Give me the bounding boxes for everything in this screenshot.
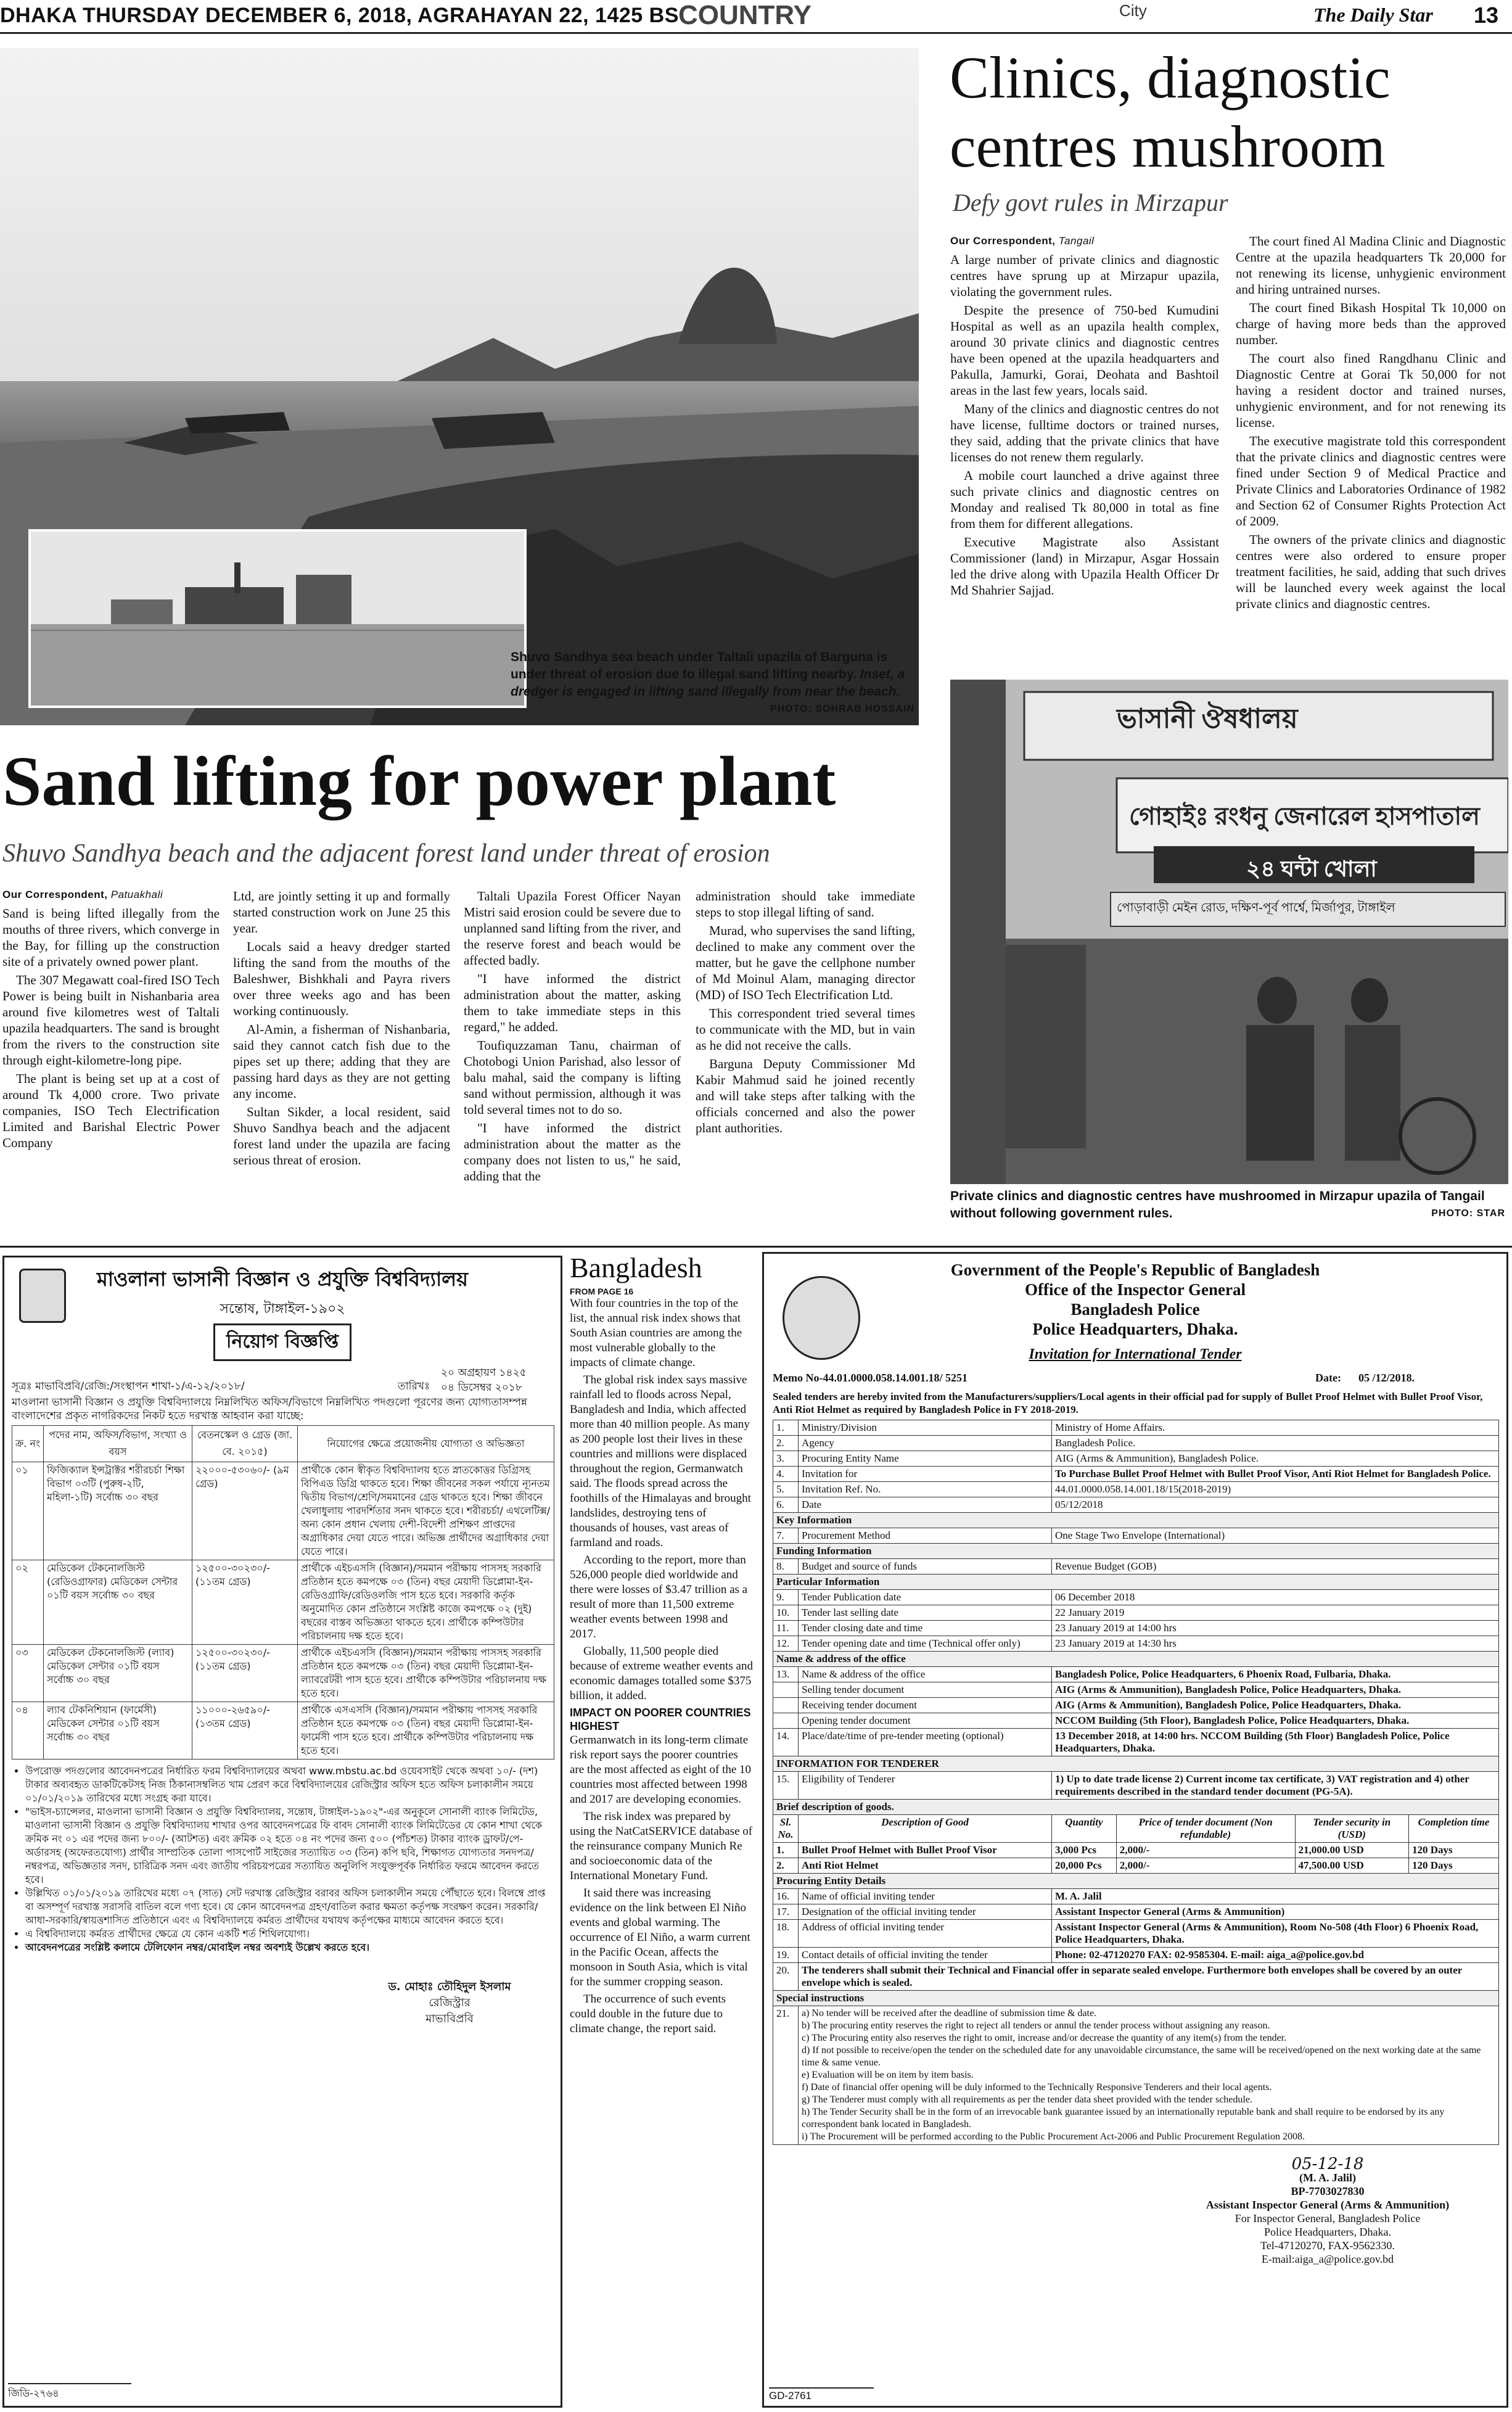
tender-row-n: 13. [773,1667,799,1682]
table-row [773,1528,1499,1544]
table-section [773,1874,1499,1889]
bn-intro: মাওলানা ভাসানী বিজ্ঞান ও প্রযুক্তি বিশ্ববিদ্যালয়ে নিম্নলিখিত অফিস/বিভাগে নিম্নলিখিত পদগুলো পূরণের জন্য যোগ্যতাসম্পন্ন বাংলাদেশের প্রকৃত নাগরিকদের নিকট হতে দরখাস্ত আহবান করা যাচ্ছে: [12,1396,527,1422]
goods-n: 1. [773,1843,799,1858]
table-row [12,1560,554,1645]
university-logo [19,1269,66,1323]
sand-col-3 [464,888,681,1187]
table-row [773,1889,1499,1904]
tender-signature [1167,2157,1488,2266]
beach-caption-text: Shuvo Sandhya sea beach under Taltali upazila of Barguna is under threat of erosion due to illegal sand lifting nearby. [511,650,888,681]
tender-row-v: 05/12/2018 [1052,1497,1499,1513]
clinic-p5: Executive Magistrate also Assistant Commissioner (land) in Mirzapur, Asgar Hossain led the drive along with Upazila Health Officer Dr Md Shahrier Sajjad. [950,535,1219,598]
tender-row-k: Name of official inviting tender [799,1889,1052,1904]
bd-body [570,1296,754,2036]
bangladesh-story [570,1252,754,2039]
tender-row-v: AIG (Arms & Ammunition), Bangladesh Police, Police Headquarters, Dhaka. [1052,1698,1499,1713]
clinic-p3: Many of the clinics and diagnostic centres do not have license, fulltime doctors or trained nurses, they said, adding that the private clinics that have licenses do not renew them regularly. [950,401,1219,464]
bn-row-qual: প্রার্থীকে এইচএসসি (বিজ্ঞান)/সমমান পরীক্ষায় পাসসহ সরকারি প্রতিষ্ঠান হতে কমপক্ষে ০৩ (তিন) বছর মেয়াদী ডিপ্লোমা-ইন-ল্যাবরেটরী পাস হতে হবে। প্রার্থীকে কম্পিউটার পরিচালনায় দক্ষ হতে হবে। [298,1645,554,1702]
goods-h-price: Price of tender document (Non refundable) [1116,1815,1295,1843]
table-section [773,1756,1499,1772]
tender-row-k: Eligibility of Tenderer [799,1772,1052,1800]
dredger-inset-photo [28,529,527,708]
sand-byline-text: Our Correspondent, [2,889,108,900]
table-row [773,1698,1499,1713]
tender-sec-goods: Brief description of goods. [773,1800,1499,1815]
list-item: f) Date of financial offer opening will be duly informed to the Technically Responsive Tenderers and their local agents. [802,2082,1272,2093]
goods-time: 120 Days [1409,1843,1499,1858]
list-item: b) The procuring entity reserves the right to reject all tenders or annul the tender process without assigning any reason. [802,2020,1270,2031]
clinic-p8: The court also fined Rangdhanu Clinic and Diagnostic Centre at Gorai Tk 50,000 for not having a resident doctor and trained nurses, unhygienic environment, and for not renewing its license. [1236,351,1506,430]
tender-row-v: Phone: 02-47120270 FAX: 02-9585304. E-mail: aiga_a@police.gov.bd [1052,1948,1499,1963]
bd-p4: Globally, 11,500 people died because of extreme weather events and economic damages totalled some $375 billion, it added. [570,1645,753,1702]
goods-h-qty: Quantity [1052,1815,1117,1843]
tender-sign-t1: Assistant Inspector General (Arms & Ammunition) [1206,2199,1450,2211]
tender-row-n [773,1713,799,1729]
sand-p10: Toufiquzzaman Tanu, chairman of Chotobogi Union Parishad, also lessor of balu mahal, said the company is lifting sand without permission, although it was told several times not to do so. [464,1038,681,1117]
tender-row-v: 1) Up to date trade license 2) Current income tax certificate, 3) VAT registration and 4) other requirements described in the standard tender document (PG-5A). [1052,1772,1499,1800]
tender-row-n: 16. [773,1889,799,1904]
list-item: g) The Tenderer must comply with all requirements as per the tender data sheet provided with the tender schedule. [802,2094,1252,2105]
dateline: DHAKA THURSDAY DECEMBER 6, 2018, AGRAHAYAN 22, 1425 BS [0,4,679,27]
clinic-photo-credit: PHOTO: STAR [1431,1208,1505,1219]
sand-p12: administration should take immediate steps to stop illegal lifting of sand. [696,889,915,920]
table-section [773,1800,1499,1815]
tender-row-k: Invitation for [799,1467,1052,1482]
sand-p4: Ltd, are jointly setting it up and formally started construction work on June 25 this year. [233,889,450,936]
table-row [773,1621,1499,1636]
clinic-caption-text: Private clinics and diagnostic centres have mushroomed in Mirzapur upazila of Tangail without following government rules. [950,1189,1485,1220]
tender-row-k: Place/date/time of pre-tender meeting (optional) [799,1729,1052,1756]
bn-date1: ২০ অগ্রহায়ণ ১৪২৫ [441,1367,527,1379]
goods-time: 120 Days [1409,1858,1499,1874]
list-item: a) No tender will be received after the deadline of submission time & date. [802,2008,1097,2019]
bd-p8: The occurrence of such events could double in the future due to climate change, the report said. [570,1993,726,2035]
tender-row-v: Bangladesh Police, Police Headquarters, 6 Phoenix Road, Fulbaria, Dhaka. [1052,1667,1499,1682]
clinic-photo [950,680,1508,1184]
tender-sec-funding: Funding Information [773,1544,1499,1559]
tender-row-n: 15. [773,1772,799,1800]
clinic-p7: The court fined Bikash Hospital Tk 10,000 on charge of having more beds than the approved number. [1236,300,1506,347]
bn-university: মাওলানা ভাসানী বিজ্ঞান ও প্রযুক্তি বিশ্ববিদ্যালয় [97,1267,468,1291]
page-masthead [0,0,1512,32]
table-row [773,1772,1499,1800]
list-item: e) Evaluation will be on item by item basis. [802,2070,974,2080]
clinic-photo-art [950,680,1508,1184]
bd-p3: According to the report, more than 526,000 people died worldwide and there were losses of $3.47 trillion as a result of more than 11,500 extreme weather events between 1998 and 2017. [570,1554,748,1640]
clinic-sign-3: ২৪ ঘন্টা খোলা [1246,857,1377,881]
tender-row-k: Tender opening date and time (Technical offer only) [799,1636,1052,1652]
tender-sec-office: Name & address of the office [773,1652,1499,1667]
tender-row-n: 14. [773,1729,799,1756]
tender-sec-special: Special instructions [773,1991,1499,2006]
bd-p2: The global risk index says massive rainfall led to floods across Nepal, Bangladesh and India, which affected more than 40 million people. As many as 200 people lost their lives in these countries and millions were displaced throughout the region, Germanwatch said. The floods spread across the foothills of the Himalayas and brought landslides, destroying tens of thousands of houses, vast areas of farmland and roads. [570,1373,751,1549]
goods-price: 2,000/- [1116,1843,1295,1858]
tender-sec-tenderer: INFORMATION FOR TENDERER [773,1756,1499,1772]
tender-intro: Sealed tenders are hereby invited from the Manufacturers/suppliers/Local agents in their official pad for supply of Bullet Proof Helmet with Bullet Proof Visor, Anti Riot Helmet as required by Bangladesh Police in FY 2018-2019. [773,1391,1483,1415]
bn-row-scale: ১২৫০০-৩০২৩০/- (১১তম গ্রেড) [192,1560,298,1645]
table-row [773,1467,1499,1482]
bn-address: সন্তোষ, টাঙ্গাইল-১৯০২ [220,1301,345,1317]
clinic-sign-4: পোড়াবাড়ী মেইন রোড, দক্ষিণ-পূর্ব পার্শ্বে, মির্জাপুর, টাঙ্গাইল [1117,901,1395,915]
bn-title: নিয়োগ বিজ্ঞপ্তি [213,1323,351,1361]
tender-sec-proc: Procuring Entity Details [773,1874,1499,1889]
tender-h1: Government of the People's Republic of Bangladesh [950,1261,1320,1279]
clinic-byline-loc: Tangail [1058,235,1095,247]
tender-row-n [773,1698,799,1713]
goods-h-desc: Description of Good [799,1815,1052,1843]
tender-sign-t3: Police Headquarters, Dhaka. [1264,2226,1391,2238]
tender-row-n [773,1682,799,1698]
bn-signature [357,1979,542,2027]
clinic-col-1 [950,233,1219,601]
tender-row-n: 10. [773,1605,799,1621]
tender-row-n: 3. [773,1451,799,1467]
sand-p14: This correspondent tried several times to communicate with the MD, but in vain as he did not receive the calls. [696,1006,915,1053]
clinic-sign-2: গোহাইঃ রংধনু জেনারেল হাসপাতাল [1129,802,1480,830]
clinic-p10: The owners of the private clinics and diagnostic centres were also ordered to ensure proper treatment facilities, he said, adding that such drives will be launched every week against the local private clinics and diagnostic centres. [1236,532,1506,611]
tender-row-n: 4. [773,1467,799,1482]
bd-p1: With four countries in the top of the list, the annual risk index shows that South Asian countries are among the most vulnerable globally to the impacts of climate change. [570,1297,742,1369]
table-row [773,1858,1499,1874]
tender-special-list [799,2006,1499,2145]
sand-deck: Shuvo Sandhya beach and the adjacent forest land under threat of erosion [2,839,770,868]
clinic-byline-text: Our Correspondent, [950,235,1056,247]
sand-byline [2,887,220,903]
table-section [773,1652,1499,1667]
bd-p6: The risk index was prepared by using the NatCatSERVICE database of the reinsurance company Munich Re and socioeconomic data of the International Monetary Fund. [570,1810,753,1882]
tender-memo: Memo No-44.01.0000.058.14.001.18/ 5251 [773,1372,968,1384]
tender-row-v: Revenue Budget (GOB) [1052,1559,1499,1574]
clinic-col-2 [1236,233,1506,614]
tender-row-k: Selling tender document [799,1682,1052,1698]
sand-p13: Murad, who supervises the sand lifting, declined to make any comment over the matter, but he gave the cellphone number of Md Moinul Alam, managing director (MD) of ISO Tech Electrification Ltd. [696,923,915,1002]
tender-row-v: Assistant Inspector General (Arms & Ammunition) [1052,1904,1499,1920]
city-tag: City [1119,1,1147,20]
table-row [773,1948,1499,1963]
tender-code: GD-2761 [769,2387,874,2402]
tender-h3: Bangladesh Police [1070,1300,1200,1319]
table-row [12,1462,554,1560]
table-row [773,1713,1499,1729]
sand-p1: Sand is being lifted illegally from the mouths of three rivers, which converge in the Bay, for filling up the construction site of a privately owned power plant. [2,906,220,969]
table-row [773,1843,1499,1858]
bn-row-qual: প্রার্থীকে কোন স্বীকৃত বিশ্ববিদ্যালয় হতে স্নাতকোত্তর ডিগ্রিসহ বিপিএড ডিগ্রি থাকতে হবে। শিক্ষা জীবনের সকল পর্যায়ে ন্যূনতম দ্বিতীয় বিভাগ/শ্রেণি/সমমানের গ্রেড থাকতে হবে। শিক্ষা জীবনে খেলাধুলায় পারদর্শিতার সনদ থাকতে হবে। শরীরচর্চা/ এথলেটিক্স/অন্য কোন প্রধান খেলায় দেশী-বিদেশী প্রশিক্ষণ প্রাপ্তদের অগ্রাধিকার দেয়া যেতে পারে। অভিজ্ঞ প্রার্থীদের অগ্রাধিকার দেয়া যেতে পারে। [298,1462,554,1560]
tender-row-n: 1. [773,1420,799,1436]
tender-row-v: Ministry of Home Affairs. [1052,1420,1499,1436]
tender-ad [762,1252,1508,2408]
bn-th-post: পদের নাম, অফিস/বিভাগ, সংখ্যা ও বয়স [44,1426,192,1462]
sand-p8: Taltali Upazila Forest Officer Nayan Mistri said erosion could be severe due to unplanned sand lifting from the river, and the reserve forest and beach would be affected badly. [464,889,681,968]
bn-row-post: মেডিকেল টেকনোলজিস্ট (ল্যাব) মেডিকেল সেন্টার ০১টি বয়স সর্বোচ্চ ৩০ বছর [44,1645,192,1702]
goods-h-sl: Sl. No. [773,1815,799,1843]
bn-row-no: ০৪ [12,1702,44,1760]
tender-row-n: 8. [773,1559,799,1574]
table-row [773,1559,1499,1574]
tender-row-k: Designation of the official inviting tender [799,1904,1052,1920]
table-row [773,1605,1499,1621]
tender-row-v: 22 January 2019 [1052,1605,1499,1621]
tender-row20: The tenderers shall submit their Technical and Financial offer in separate sealed envelope. Furthermore both envelopes shall be covered by an outer envelope which is sealed. [799,1963,1499,1991]
sand-byline-loc: Patuakhali [110,889,163,900]
goods-qty: 3,000 Pcs [1052,1843,1117,1858]
table-row [773,1904,1499,1920]
bd-subhead: IMPACT ON POORER COUNTRIES HIGHEST [570,1706,751,1732]
sand-p9: "I have informed the district administration about the matter, asking them to take immediate steps in this regard," he added. [464,971,681,1034]
tender-row-k: Invitation Ref. No. [799,1482,1052,1497]
list-item: • এ বিশ্ববিদ্যালয়ে কর্মরত প্রার্থীদের ক্ষেত্রে যে কোন একটি শর্ত শিথিলযোগ্য। [25,1927,553,1941]
tender-row-v: To Purchase Bullet Proof Helmet with Bullet Proof Visor, Anti Riot Helmet for Bangladesh Police. [1052,1467,1499,1482]
bd-p7: It said there was increasing evidence on the link between El Niño events and global warming. The occurrence of El Niño, a warm current in the Pacific Ocean, affects the monsoon in South Asia, which is vital for the summer cropping season. [570,1887,750,1988]
bn-row-post: ল্যাব টেকনিশিয়ান (ফার্মেসী) মেডিকেল সেন্টার ০১টি বয়স সর্বোচ্চ ৩০ বছর [44,1702,192,1760]
tender-row-n: 12. [773,1636,799,1652]
bn-signer-title2: মাভাবিপ্রবি [425,2012,474,2025]
tender-row-v: One Stage Two Envelope (International) [1052,1528,1499,1544]
tender-row-v: 06 December 2018 [1052,1590,1499,1605]
bn-row-post: মেডিকেল টেকনোলজিস্ট (রেডিওগ্রাফার) মেডিকেল সেন্টার ০১টি বয়স সর্বোচ্চ ৩০ বছর [44,1560,192,1645]
table-row: 20. The tenderers shall submit their Technical and Financial offer in separate sealed envelope. Furthermore both envelopes shall be covered by an outer envelope which is sealed. [773,1963,1499,1991]
tender-row-v: NCCOM Building (5th Floor), Bangladesh Police, Police Headquarters, Dhaka. [1052,1713,1499,1729]
tender-row-k: Contact details of official inviting the tender [799,1948,1052,1963]
clinic-sign-1: ভাসানী ঔষধালয় [1117,704,1298,734]
goods-desc: Anti Riot Helmet [799,1858,1052,1874]
goods-security: 47,500.00 USD [1295,1858,1409,1874]
sand-p15: Barguna Deputy Commissioner Md Kabir Mahmud said he joined recently and will take steps after talking with the officials concerned and also the power plant authorities. [696,1056,915,1135]
tender-row-k: Opening tender document [799,1713,1052,1729]
table-row [773,1436,1499,1451]
tender-row-k: Tender closing date and time [799,1621,1052,1636]
table-row [773,1482,1499,1497]
tender-h4: Police Headquarters, Dhaka. [1032,1320,1238,1338]
list-item: c) The Procuring entity also reserves the right to omit, increase and/or decrease the quantity of any item(s) from the tender. [802,2033,1287,2043]
bn-date2: ০৪ ডিসেম্বর ২০১৮ [441,1381,522,1394]
tender-row-k: Ministry/Division [799,1420,1052,1436]
tender-sign-name: (M. A. Jalil) [1299,2171,1356,2184]
tender-row-v: M. A. Jalil [1052,1889,1499,1904]
sand-p3: The plant is being set up at a cost of around Tk 4,000 crore. Two private companies, ISO Tech Electrification Limited and Barishal Electric Power Company [2,1071,220,1150]
table-row [773,1667,1499,1682]
tender-row-v: 44.01.0000.058.14.001.18/15(2018-2019) [1052,1482,1499,1497]
bn-notes [12,1764,553,1954]
sand-p11: "I have informed the district administration about the matter as the company does not listen to us," he said, adding that the [464,1121,681,1183]
bn-row-scale: ২২০০০-৫৩০৬০/- (৯ম গ্রেড) [192,1462,298,1560]
tender-row-n: 7. [773,1528,799,1544]
bn-th-scale: বেতনস্কেল ও গ্রেড (জা. বে. ২০১৫) [192,1426,298,1462]
tender-row-n: 6. [773,1497,799,1513]
clinic-p9: The executive magistrate told this correspondent that the private clinics and diagnostic centres were fined under Section 9 of Medical Practice and Private Clinics and Laboratories Ordinance of 1982 and Section 62 of Consumer Rights Protection Act of 2009. [1236,434,1506,529]
table-row [773,1636,1499,1652]
beach-photo-caption [511,649,914,718]
tender-row-n: 5. [773,1482,799,1497]
sand-p7: Sultan Sikder, a local resident, said Shuvo Sandhya beach and the adjacent forest land under the upazila are facing serious threat of erosion. [233,1105,450,1167]
clinic-p1: A large number of private clinics and diagnostic centres have sprung up at Mirzapur upazila, violating the government rules. [950,252,1219,299]
tender-sign-id: BP-7703027830 [1291,2185,1365,2197]
tender-table [773,1420,1499,2145]
tender-heading [773,1260,1498,1339]
bn-row-no: ০২ [12,1560,44,1645]
tender-title: Invitation for International Tender [1029,1346,1242,1362]
table-section [773,1513,1499,1528]
beach-caption-inset: Inset, a dredger is engaged in lifting sand illegally from near the beach. [511,667,905,699]
table-section [773,1574,1499,1590]
dredger-inset-art [31,532,524,706]
list-item: • উপরোক্ত পদগুলোর আবেদনপত্রের নির্ধারিত ফরম বিশ্ববিদ্যালয়ের অথবা www.mbstu.ac.bd ওয়েবসাইট থেকে অথবা ১০/- (দশ) টাকার অব্যবহৃত ডাকটিকেটসহ নিজ ঠিকানাসম্বলিত খাম প্রেরণ করে বিশ্ববিদ্যালয়ের রেজিস্ট্রার অফিস হতে অফিস চলাকালীন সময়ে ০১/০১/২০১৯ তারিখের মধ্যে সংগ্রহ করা যাবে। [25,1764,553,1805]
tender-h2: Office of the Inspector General [1025,1280,1246,1299]
clinic-p4: A mobile court launched a drive against three such private clinics and diagnostic centres on Monday and realised Tk 80,000 in total as fine from them for different allegations. [950,468,1219,531]
tender-row-n: 11. [773,1621,799,1636]
sand-col-2 [233,888,450,1171]
goods-n: 2. [773,1858,799,1874]
bd-p5: Germanwatch in its long-term climate risk report says the poorer countries are the most affected as eight of the 10 countries most affected between 1998 and 2017 are developing economies. [570,1734,752,1806]
list-item: d) If not possible to receive/open the tender on the scheduled date for any unavoidable circumstance, the same will be received/opened on the next working date at the same time & same venue. [802,2045,1481,2068]
beach-photo-credit: PHOTO: SOHRAB HOSSAIN [770,704,914,714]
goods-h-time: Completion time [1409,1815,1499,1843]
bd-title: Bangladesh [570,1252,702,1283]
tender-memo-line [773,1372,1498,1388]
clinic-p2: Despite the presence of 750-bed Kumudini Hospital as well as an upazila health complex, around 30 private clinics and diagnostic centres have been opened at the upazila headquarters and Pakulla, Jamurki, Gorai, Deohata and Bashtoil areas in the last few years, locals said. [950,303,1219,398]
bn-ref-line [12,1365,553,1394]
tender-sign-t2: For Inspector General, Bangladesh Police [1235,2212,1421,2225]
tender-sign-t5: E-mail:aiga_a@police.gov.bd [1261,2253,1394,2265]
bn-row-qual: প্রার্থীকে এইচএসসি (বিজ্ঞান)/সমমান পরীক্ষায় পাসসহ সরকারি প্রতিষ্ঠান হতে কমপক্ষে ০৩ (তিন) বছর মেয়াদী ডিপ্লোমা-ইন-রেডিওগ্রাফি/রেডিওলজি পাস হতে হবে। সরকারি কর্তৃক অনুমোদিত কোন প্রতিষ্ঠানে সংশ্লিষ্ট কাজে কমপক্ষে ০২ (দুই) বছরের বাস্তব অভিজ্ঞতা থাকতে হবে। প্রার্থীকে কম্পিউটার পরিচালনায় দক্ষ হতে হবে। [298,1560,554,1645]
tender-row-k: Tender Publication date [799,1590,1052,1605]
tender-row-k: Address of official inviting tender [799,1920,1052,1948]
list-item: i) The Procurement will be performed according to the Public Procurement Act-2006 and Public Procurement Regulation 2008. [802,2131,1305,2142]
table-row [773,1920,1499,1948]
table-row [773,1451,1499,1467]
table-section [773,1991,1499,2006]
table-row [773,1420,1499,1436]
goods-qty: 20,000 Pcs [1052,1858,1117,1874]
goods-header [773,1815,1499,1843]
sand-headline: Sand lifting for power plant [2,742,836,820]
page-number: 13 [1474,2,1499,28]
list-item: • আবেদনপত্রের সংশ্লিষ্ট কলামে টেলিফোন নম্বর/মোবাইল নম্বর অবশ্যই উল্লেখ করতে হবে। [25,1941,553,1954]
bn-jobs-table [12,1425,554,1760]
tender-row-v: 23 January 2019 at 14:00 hrs [1052,1621,1499,1636]
tender-date: 05 /12/2018. [1358,1372,1415,1384]
bn-title-wrap [12,1323,553,1361]
clinic-headline [950,43,1391,181]
list-item: h) The Tender Security shall be in the form of an irrevocable bank guarantee issued by an internationally reputable bank and shall require to be endorsed by its any correspondent bank located in Bangladesh. [802,2107,1445,2130]
sand-p6: Al-Amin, a fisherman of Nishanbaria, said they cannot catch fish due to the pipes set up there; adding that they are passing hard days as they are not getting any income. [233,1022,450,1101]
table-row [773,1682,1499,1698]
tender-sign-t4: Tel-47120270, FAX-9562330. [1260,2239,1395,2252]
tender-sec-particular: Particular Information [773,1574,1499,1590]
table-row: 21. a) No tender will be received after the deadline of submission time & date. b) The procuring entity reserves the right to reject all tenders or annul the tender process without assigning any reason. c) The Procuring entity also reserves the right to omit, increase and/or decrease the quantity of any item(s) from the tender. d) If not possible to receive/open the tender on the scheduled date for any unavoidable circumstance, the same will be received/opened on the next working date at the same time & same venue. e) Evaluation will be on item by item basis. f) Date of financial offer opening will be duly informed to the Technically Responsive Tenderers and their local agents. g) The Tenderer must comply with all requirements as per the tender data sheet provided with the tender schedule. h) The Tender Security shall be in the form of an irrevocable bank guarantee issued by an internationally reputable bank and shall require to be endorsed by its any correspondent bank located in Bangladesh. i) The Procurement will be performed according to the Public Procurement Act-2006 and Public Procurement Regulation 2008. [773,2006,1499,2145]
sand-col-4 [696,888,915,1138]
list-item: • উল্লিখিত ০১/০১/২০১৯ তারিখের মধ্যে ০৭ (সাত) সেট দরখাস্ত রেজিস্ট্রার বরাবর অফিস চলাকালীন সময়ে পৌঁছাতে হবে। বিলম্বে প্রাপ্ত বা অসম্পূর্ণ দরখাস্ত সরাসরি বাতিল বলে গণ্য হবে। যে কোন আবেদনপত্র গ্রহণ/বাতিল করার ক্ষমতা কর্তৃপক্ষ সংরক্ষণ করেন। সরকারি/আধা-সরকারি/স্বায়ত্তশাসিত প্রতিষ্ঠানে এবং এ বিশ্ববিদ্যালয়ে কর্মরত প্রার্থীদের যথাযথ কর্তৃপক্ষের মাধ্যমে আবেদন করতে হবে। [25,1887,553,1927]
bn-row-scale: ১২৫০০-৩০২৩০/- (১১তম গ্রেড) [192,1645,298,1702]
clinic-deck: Defy govt rules in Mirzapur [953,189,1228,216]
tender-row-k: Receiving tender document [799,1698,1052,1713]
goods-h-security: Tender security in (USD) [1295,1815,1409,1843]
tender-date-label: Date: [1315,1372,1341,1384]
bn-code: জিডি-২৭৬৪ [8,2383,131,2402]
tender-sec-key: Key Information [773,1513,1499,1528]
clinic-photo-caption [950,1188,1505,1222]
bn-signer: ড. মোহাঃ তৌহিদুল ইসলাম [388,1980,511,1993]
sand-p2: The 307 Megawatt coal-fired ISO Tech Power is being built in Nishanbaria area around five kilometres west of Taltali upazila headquarters. The sand is brought from the rivers to the construction site through eight-kilometre-long pipe. [2,973,220,1068]
tender-row-k: Date [799,1497,1052,1513]
table-section [773,1544,1499,1559]
goods-price: 2,000/- [1116,1858,1295,1874]
police-logo [783,1276,860,1360]
tender-row-v: AIG (Arms & Ammunition), Bangladesh Police. [1052,1451,1499,1467]
tender-row-k: Tender last selling date [799,1605,1052,1621]
goods-security: 21,000.00 USD [1295,1843,1409,1858]
masthead-rule [0,32,1512,34]
tender-row-k: Name & address of the office [799,1667,1052,1682]
bn-row-no: ০১ [12,1462,44,1560]
tender-row-n: 19. [773,1948,799,1963]
sand-col-1 [2,887,220,1153]
sand-p5: Locals said a heavy dredger started lifting the sand from the mouths of the Baleshwer, Bishkhali and Payra rivers over three weeks ago and has been working continuously. [233,939,450,1018]
clinic-headline-line1: Clinics, diagnostic [950,44,1391,110]
tender-row-k: Agency [799,1436,1052,1451]
bn-date-label: তারিখঃ [398,1380,430,1393]
table-row [773,1729,1499,1756]
goods-desc: Bullet Proof Helmet with Bullet Proof Visor [799,1843,1052,1858]
list-item: • "ভাইস-চ্যান্সেলর, মাওলানা ভাসানী বিজ্ঞান ও প্রযুক্তি বিশ্ববিদ্যালয়, সন্তোষ, টাঙ্গাইল-১৯০২"-এর অনুকূলে সোনালী ব্যাংক লিমিটেড, মাওলানা ভাসানী বিজ্ঞান ও প্রযুক্তি বিশ্ববিদ্যালয় শাখার ওপর আবেদনপত্রের ফি বাবদ সোনালী ব্যাংক লিমিটেডের যে কোন শাখা থেকে ক্রমিক নং ০১ এর পদের জন্য ৮০০/- (আটশত) এবং ক্রমিক ০২ হতে ০৪ নং পদের জন্য ৫০০ (পাঁচশত) টাকার ব্যাংক ড্রাফট/পে-অর্ডারসহ (অফেরতযোগ্য) প্রার্থীর সাম্প্রতিক তোলা পাসপোর্ট সাইজের সত্যায়িত ০৩ (তিন) কপি ছবি, শিক্ষাগত যোগ্যতার সনদপত্র/নম্বরপত্র, অভিজ্ঞতার সনদ, চারিত্রিক সনদ এবং জাতীয় পরিচয়পত্রের সত্যায়িত অনুলিপি সংযুক্তপূর্বক নির্ধারিত ফরমে আবেদন করতে হবে। [25,1805,553,1887]
clinic-p6: The court fined Al Madina Clinic and Diagnostic Centre at the upazila headquarters Tk 20,000 for not renewing its license, unhygienic environment and hiring untrained nurses. [1236,234,1506,297]
bn-signer-title1: রেজিস্ট্রার [429,1996,470,2009]
recruitment-ad [2,1256,562,2408]
bn-ref: সূত্রঃ মাভাবিপ্রবি/রেজি:/সংস্থাপন শাখা-১/এ-১২/২০১৮/ [12,1380,245,1393]
paper-logo: The Daily Star [1313,4,1433,26]
tender-sign-date: 05-12-18 [1291,2155,1364,2173]
tender-row-n: 18. [773,1920,799,1948]
tender-row-n: 9. [773,1590,799,1605]
tender-row-v: 13 December 2018, at 14:00 hrs. NCCOM Building (5th Floor) Bangladesh Police, Police Headquarters, Dhaka. [1052,1729,1499,1756]
table-row [773,1497,1499,1513]
tender-row-v: Assistant Inspector General (Arms & Ammunition), Room No-508 (4th Floor) 6 Phoenix Road, Police Headquarters, Dhaka. [1052,1920,1499,1948]
beach-photo [0,48,919,725]
clinic-byline [950,233,1219,249]
bn-row-no: ০৩ [12,1645,44,1702]
bn-row-post: ফিজিক্যাল ইন্সট্রাক্টর শরীরচর্চা শিক্ষা বিভাগ ০৩টি (পুরুষ-২টি, মহিলা-১টি) সর্বোচ্চ ৩০ বছর [44,1462,192,1560]
clinic-headline-line2: centres mushroom [950,113,1386,179]
bn-row-scale: ১১০০০-২৬৫৯০/- (১৩তম গ্রেড) [192,1702,298,1760]
section-title: COUNTRY [678,0,811,30]
table-row [12,1702,554,1760]
tender-row-k: Budget and source of funds [799,1559,1052,1574]
bd-from: FROM PAGE 16 [570,1286,634,1296]
tender-row-v: AIG (Arms & Ammunition), Bangladesh Police, Police Headquarters, Dhaka. [1052,1682,1499,1698]
tender-row-v: Bangladesh Police. [1052,1436,1499,1451]
bn-table-header [12,1426,554,1462]
tender-row-n: 17. [773,1904,799,1920]
bn-th-no: ক্র. নং [12,1426,44,1462]
tender-row-v: 23 January 2019 at 14:30 hrs [1052,1636,1499,1652]
section-rule [0,1246,1512,1248]
table-row [773,1590,1499,1605]
tender-row-n: 2. [773,1436,799,1451]
tender-row-k: Procuring Entity Name [799,1451,1052,1467]
tender-row-k: Procurement Method [799,1528,1052,1544]
bn-th-qual: নিয়োগের ক্ষেত্রে প্রয়োজনীয় যোগ্যতা ও অভিজ্ঞতা [298,1426,554,1462]
bn-row-qual: প্রার্থীকে এসএসসি (বিজ্ঞান)/সমমান পরীক্ষায় পাসসহ সরকারি প্রতিষ্ঠান হতে কমপক্ষে ০৩ (তিন) বছর মেয়াদী ডিপ্লোমা-ইন-ফার্মেসী পাস হতে হবে। প্রার্থীকে কম্পিউটার পরিচালনায় দক্ষ হতে হবে। [298,1702,554,1760]
table-row [12,1645,554,1702]
